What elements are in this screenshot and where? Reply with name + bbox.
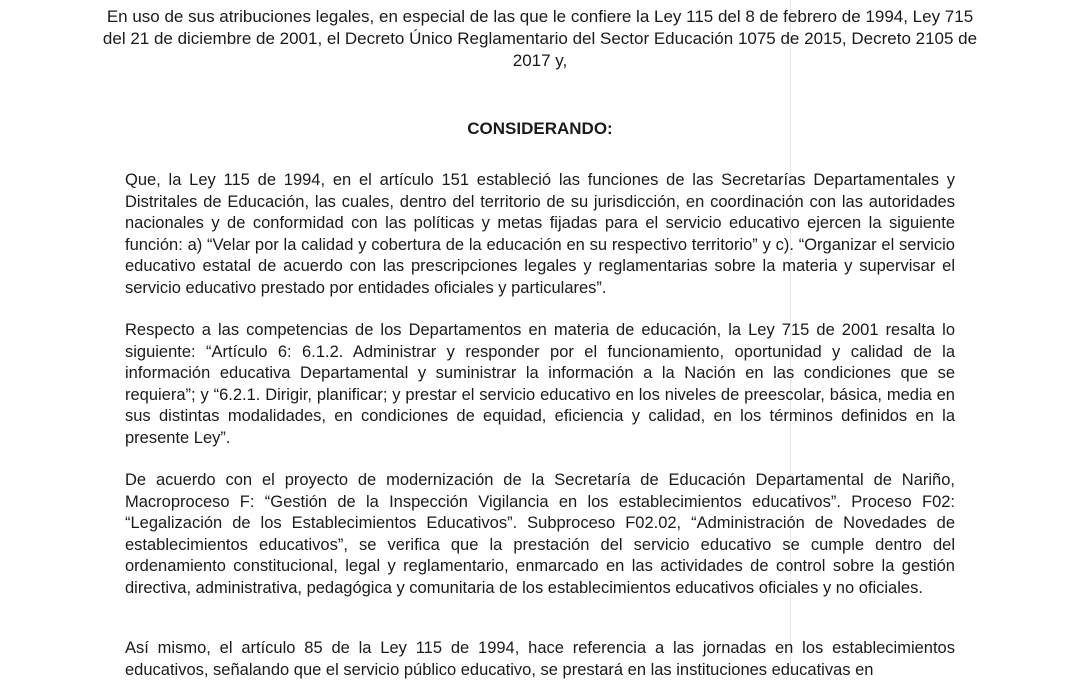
considerando-paragraph-1: Que, la Ley 115 de 1994, en el artículo 151 estableció las funciones de las Secretarías Departamentales y Distritales de Educación, las cuales, dentro del territorio de su jurisdicción, en coordinación con las autoridades nacionales y de conformidad con las políticas y metas fijadas para el servicio educativo ejercen la siguiente función: a) “Velar por la calidad y cobertura de la educación en su respectivo territorio” y c). “Organizar el servicio educativo estatal de acuerdo con las prescripciones legales y reglamentarias sobre la materia y supervisar el servicio educativo prestado por entidades oficiales y particulares”.	[125, 171, 955, 297]
considerando-paragraph-3: De acuerdo con el proyecto de modernización de la Secretaría de Educación Departamental de Nariño, Macroproceso F: “Gestión de la Inspección Vigilancia en los establecimientos educativos”. Proceso F02: “Legalización de los Establecimientos Educativos”. Subproceso F02.02, “Administración de Novedades de establecimientos educativos”, se verifica que la prestación del servicio educativo se cumple dentro del ordenamiento constitucional, legal y reglamentario, enmarcado en las actividades de control sobre la gestión directiva, administrativa, pedagógica y comunitaria de los establecimientos educativos oficiales y no oficiales.	[125, 471, 955, 597]
intro-paragraph: En uso de sus atribuciones legales, en especial de las que le confiere la Ley 115 del 8 de febrero de 1994, Ley 715 del 21 de diciembre de 2001, el Decreto Único Reglamentario del Sector Educación 1075 de 2015, Decreto 2105 de 2017 y,	[102, 7, 978, 70]
considerando-paragraph-4: Así mismo, el artículo 85 de la Ley 115 de 1994, hace referencia a las jornadas en los establecimientos educativos, señalando que el servicio público educativo, se prestará en las instituciones educativas en	[125, 639, 955, 679]
section-heading: CONSIDERANDO:	[467, 119, 613, 138]
considerando-paragraph-2: Respecto a las competencias de los Departamentos en materia de educación, la Ley 715 de 2001 resalta lo siguiente: “Artículo 6: 6.1.2. Administrar y responder por el funcionamiento, oportunidad y calidad de la información educativa Departamental y suministrar la información a la Nación en las condiciones que se requiera”; y “6.2.1. Dirigir, planificar; y prestar el servicio educativo en los niveles de preescolar, básica, media en sus distintas modalidades, en condiciones de equidad, eficiencia y calidad, en los términos definidos en la presente Ley”.	[125, 321, 955, 447]
